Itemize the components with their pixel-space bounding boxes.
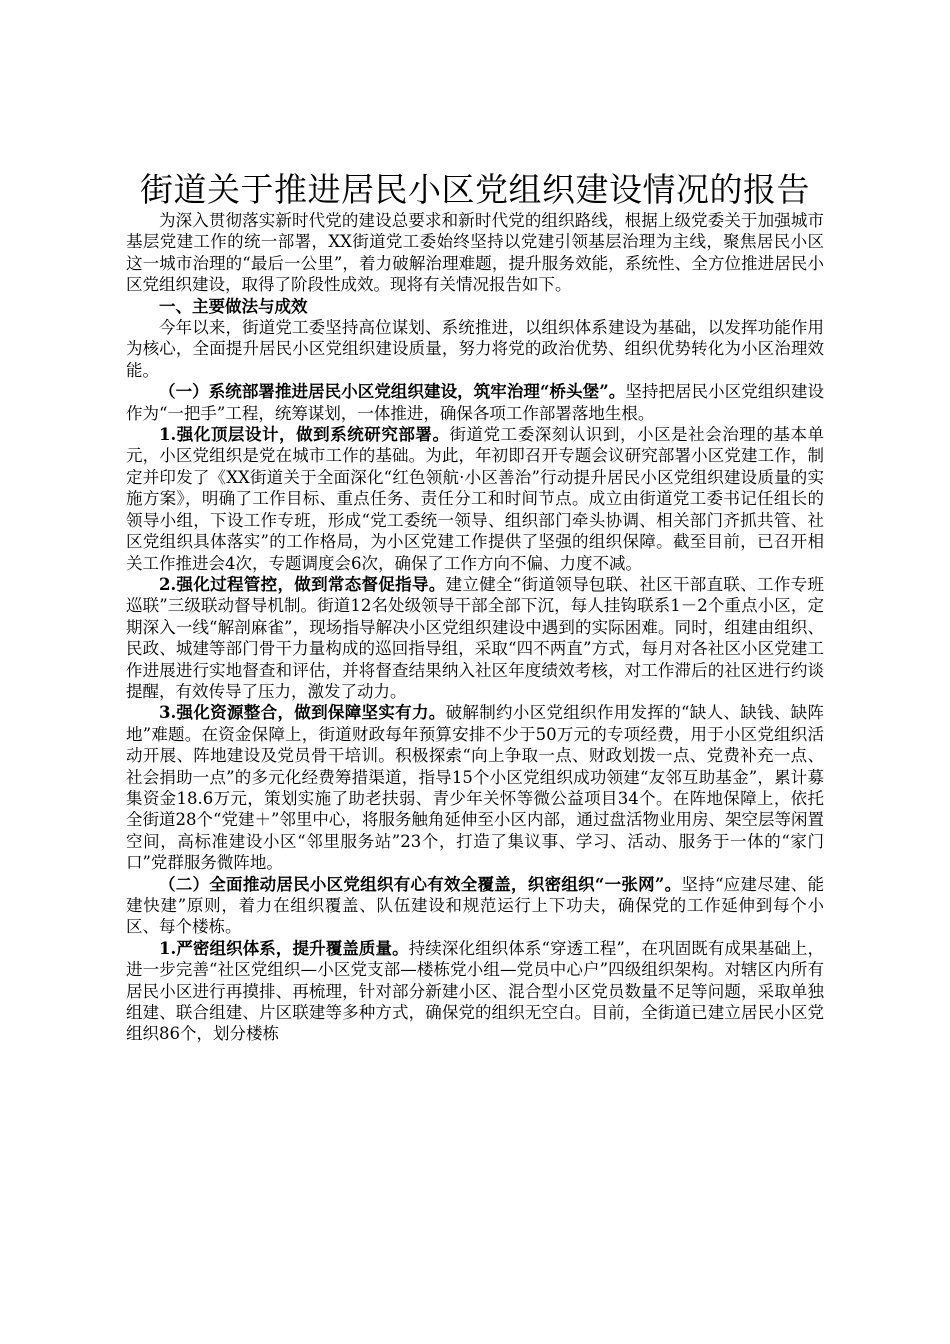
subsection-heading: （二）全面推动居民小区党组织有心有效全覆盖，织密组织“一张网”。 (159, 874, 682, 894)
item-heading: 1.强化顶层设计，做到系统研究部署。 (159, 425, 450, 445)
document-title: 街道关于推进居民小区党组织建设情况的报告 (140, 170, 810, 209)
paragraph: （二）全面推动居民小区党组织有心有效全覆盖，织密组织“一张网”。坚持“应建尽建、能建快建”原则，着力在组织覆盖、队伍建设和规范运行上下功夫，确保党的工作延伸到每个小区、每个楼栋。 (126, 874, 825, 937)
item-heading: 3.强化资源整合，做到保障坚实有力。 (159, 703, 446, 723)
paragraph: 2.强化过程管控，做到常态督促指导。建立健全“街道领导包联、社区干部直联、工作专班巡联”三级联动督导机制。街道12名处级领导干部全部下沉，每人挂钩联系1－2个重点小区，定期深入一线“解剖麻雀”，现场指导解决小区党组织建设中遇到的实际困难。同时，组建由组织、民政、城建等部门骨干力量构成的巡回指导组，采取“四不两直”方式，每月对各社区小区党建工作进展进行实地督查和评估，并将督查结果纳入社区年度绩效考核，对工作滞后的社区进行约谈提醒，有效传导了压力，激发了动力。 (126, 574, 824, 701)
paragraph: 今年以来，街道党工委坚持高位谋划、系统推进，以组织体系建设为基础，以发挥功能作用为核心，全面提升居民小区党组织建设质量，努力将党的政治优势、组织优势转化为小区治理效能。 (126, 318, 824, 380)
section-heading: 一、主要做法与成效 (159, 296, 308, 316)
paragraph: 3.强化资源整合，做到保障坚实有力。破解制约小区党组织作用发挥的“缺人、缺钱、缺阵地”难题。在资金保障上，街道财政每年预算安排不少于50万元的专项经费，用于小区党组织活动开展、阵地建设及党员骨干培训。积极探索“向上争取一点、财政划拨一点、党费补充一点、社会捐助一点”的多元化经费筹措渠道，指导15个小区党组织成功领建“友邻互助基金”，累计募集资金18.6万元，策划实施了助老扶弱、青少年关怀等微公益项目34个。在阵地保障上，依托全街道28个“党建＋”邻里中心，将服务触角延伸至小区内部，通过盘活物业用房、架空层等闲置空间，高标准建设小区“邻里服务站”23个，打造了集议事、学习、活动、服务于一体的“家门口”党群服务微阵地。 (126, 703, 824, 873)
subsection-heading: （一）系统部署推进居民小区党组织建设，筑牢治理“桥头堡”。 (159, 382, 626, 402)
paragraph: 为深入贯彻落实新时代党的建设总要求和新时代党的组织路线，根据上级党委关于加强城市基层党建工作的统一部署，XX街道党工委始终坚持以党建引领基层治理为主线，聚焦居民小区这一城市治理的“最后一公里”，着力破解治理难题，提升服务效能，系统性、全方位推进居民小区党组织建设，取得了阶段性成效。现将有关情况报告如下。 (126, 211, 824, 295)
document-body (126, 210, 824, 1045)
item-heading: 1.严密组织体系，提升覆盖质量。 (159, 938, 409, 958)
item-heading: 2.强化过程管控，做到常态督促指导。 (159, 574, 446, 594)
paragraph: （一）系统部署推进居民小区党组织建设，筑牢治理“桥头堡”。坚持把居民小区党组织建设作为“一把手”工程，统筹谋划，一体推进，确保各项工作部署落地生根。 (126, 382, 825, 423)
paragraph: 1.强化顶层设计，做到系统研究部署。街道党工委深刻认识到，小区是社会治理的基本单元，小区党组织是党在城市工作的基础。为此，年初即召开专题会议研究部署小区党建工作，制定并印发了《XX街道关于全面深化“红色领航·小区善治”行动提升居民小区党组织建设质量的实施方案》，明确了工作目标、重点任务、责任分工和时间节点。成立由街道党工委书记任组长的领导小组，下设工作专班，形成“党工委统一领导、组织部门牵头协调、相关部门齐抓共管、社区党组织具体落实”的工作格局，为小区党建工作提供了坚强的组织保障。截至目前，已召开相关工作推进会4次，专题调度会6次，确保了工作方向不偏、力度不减。 (126, 425, 824, 573)
paragraph: 1.严密组织体系，提升覆盖质量。持续深化组织体系“穿透工程”，在巩固既有成果基础上，进一步完善“社区党组织—小区党支部—楼栋党小组—党员中心户”四级组织架构。对辖区内所有居民小区进行再摸排、再梳理，针对部分新建小区、混合型小区党员数量不足等问题，采取单独组建、联合组建、片区联建等多种方式，确保党的组织无空白。目前，全街道已建立居民小区党组织86个，划分楼栋 (126, 938, 824, 1044)
